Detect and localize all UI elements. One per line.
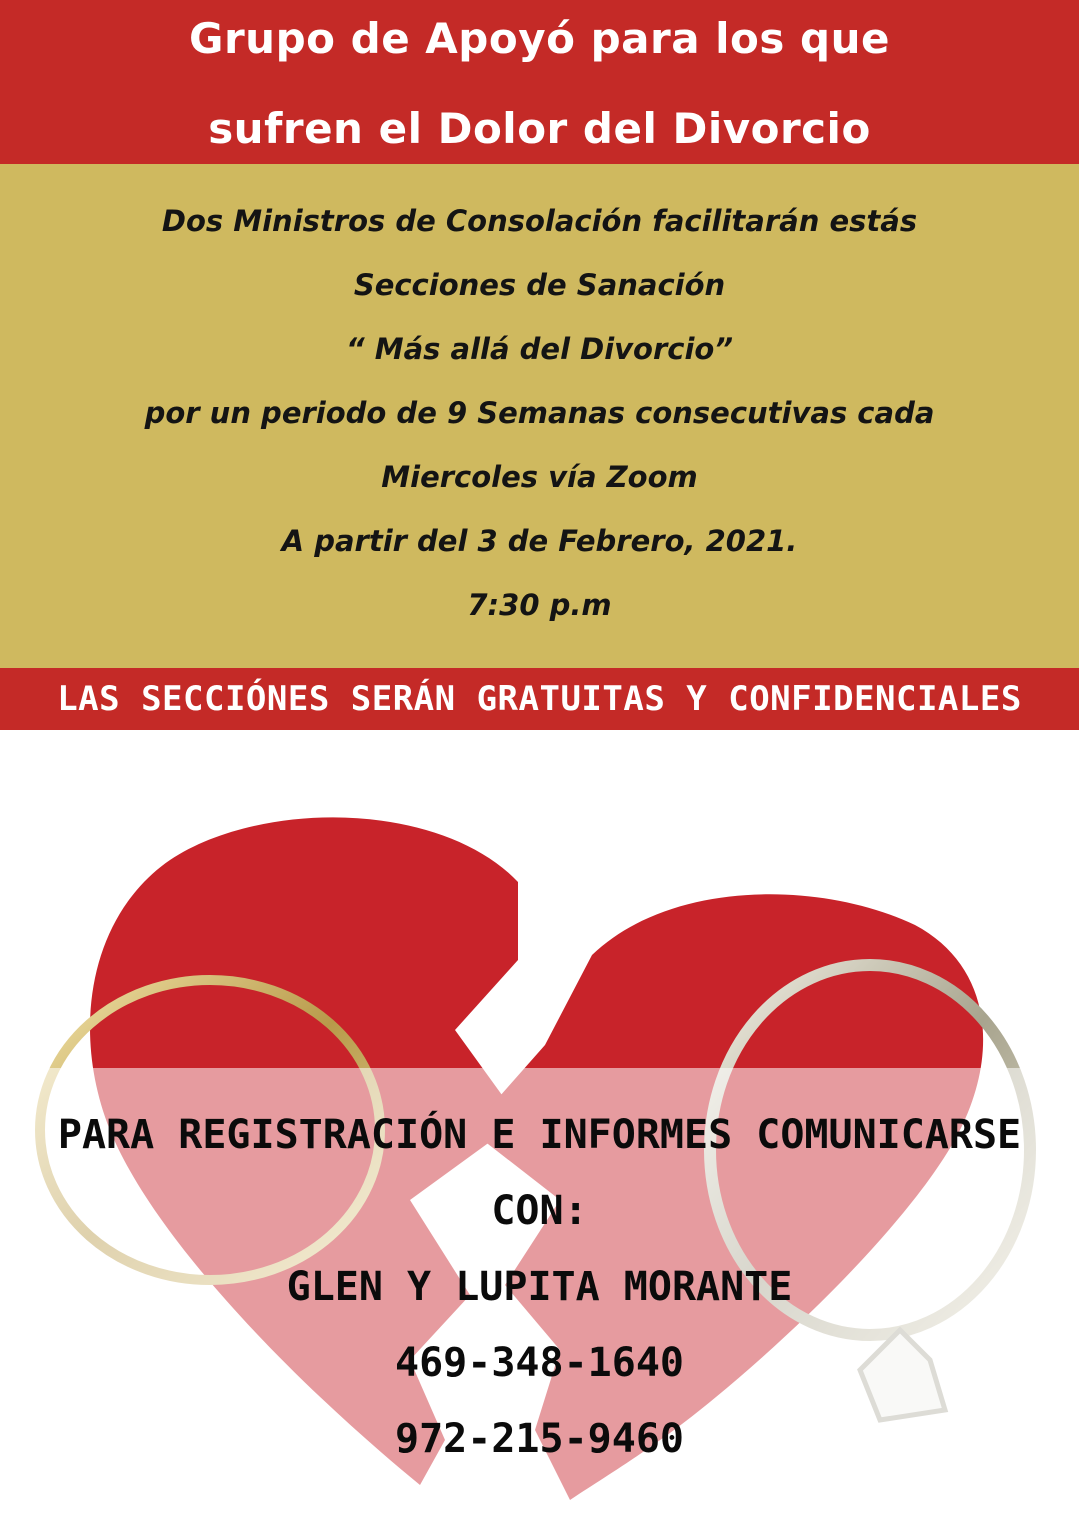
- contact-instructions: PARA REGISTRACIÓN E INFORMES COMUNICARSE: [57, 1112, 1022, 1158]
- info-line-start-date: A partir del 3 de Febrero, 2021.: [281, 524, 798, 558]
- free-confidential-banner: [0, 668, 1079, 730]
- contact-panel: [0, 1068, 1079, 1515]
- info-line-duration: por un periodo de 9 Semanas consecutivas cada: [144, 396, 935, 430]
- title-line-2: sufren el Dolor del Divorcio: [208, 104, 871, 153]
- contact-names: GLEN Y LUPITA MORANTE: [286, 1264, 793, 1310]
- phone-number-1[interactable]: 469-348-1640: [395, 1340, 684, 1386]
- info-line-program-name: “ Más allá del Divorcio”: [345, 332, 733, 366]
- title-header: [0, 0, 1079, 164]
- phone-number-2[interactable]: 972-215-9460: [395, 1416, 684, 1462]
- info-line-day-platform: Miercoles vía Zoom: [381, 460, 698, 494]
- info-line-facilitators: Dos Ministros de Consolación facilitarán estás: [161, 204, 918, 238]
- contact-con: CON:: [491, 1188, 588, 1234]
- info-line-sessions: Secciones de Sanación: [353, 268, 726, 302]
- info-line-time: 7:30 p.m: [467, 588, 612, 622]
- title-line-1: Grupo de Apoyó para los que: [189, 14, 890, 63]
- banner-text: LAS SECCIÓNES SERÁN GRATUITAS Y CONFIDENCIALES: [57, 679, 1022, 719]
- event-info-panel: [0, 164, 1079, 668]
